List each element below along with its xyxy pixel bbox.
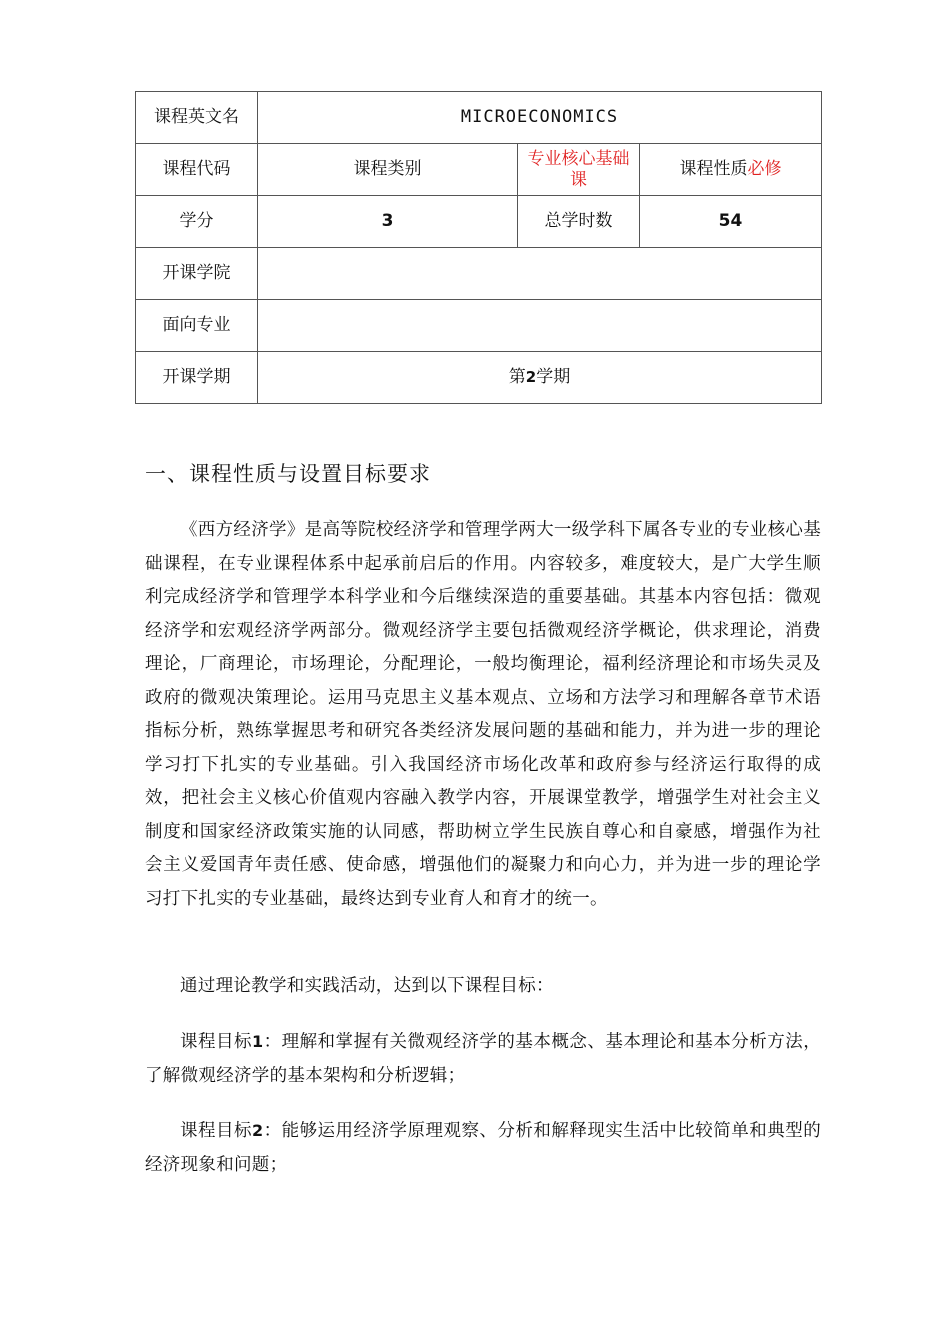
total-hours-value: 54 bbox=[640, 196, 822, 248]
table-row-term bbox=[136, 352, 822, 404]
table-row-credit bbox=[136, 196, 822, 248]
course-info-table bbox=[135, 91, 822, 404]
credit-value: 3 bbox=[258, 196, 518, 248]
english-name-label: 课程英文名 bbox=[136, 92, 258, 144]
goal-label-prefix: 课程目标 bbox=[180, 1032, 252, 1052]
goal-text: 能够运用经济学原理观察、分析和解释现实生活中比较简单和典型的经济现象和问题； bbox=[145, 1121, 822, 1175]
major-label: 面向专业 bbox=[136, 300, 258, 352]
table-row-code bbox=[136, 144, 822, 196]
table-row-major bbox=[136, 300, 822, 352]
course-nature-value: 必修 bbox=[747, 159, 782, 179]
table-row-english-name bbox=[136, 92, 822, 144]
course-category-label: 课程类别 bbox=[353, 159, 422, 179]
course-code-label: 课程代码 bbox=[136, 144, 258, 196]
course-goal-1 bbox=[145, 1025, 821, 1093]
term-prefix: 第 bbox=[508, 367, 526, 387]
college-value bbox=[258, 248, 822, 300]
goal-label-colon: ： bbox=[263, 1032, 282, 1052]
term-label: 开课学期 bbox=[136, 352, 258, 404]
course-goal-2 bbox=[145, 1114, 821, 1182]
section-heading: 一、课程性质与设置目标要求 bbox=[145, 462, 431, 486]
course-category-value: 专业核心基础课 bbox=[518, 144, 640, 196]
english-name-value: MICROECONOMICS bbox=[258, 92, 822, 144]
term-number: 2 bbox=[525, 368, 537, 386]
goal-label-prefix: 课程目标 bbox=[180, 1121, 252, 1141]
term-suffix: 学期 bbox=[536, 367, 571, 387]
table-row-college bbox=[136, 248, 822, 300]
term-value bbox=[258, 352, 822, 404]
course-nature-label: 课程性质 bbox=[679, 159, 748, 179]
goal-text: 理解和掌握有关微观经济学的基本概念、基本理论和基本分析方法，了解微观经济学的基本架构和分析逻辑； bbox=[145, 1032, 822, 1086]
course-category-cell bbox=[258, 144, 518, 196]
goal-label-number: 1 bbox=[251, 1032, 264, 1051]
course-nature-cell bbox=[640, 144, 822, 196]
goals-intro: 通过理论教学和实践活动，达到以下课程目标： bbox=[180, 976, 554, 996]
major-value bbox=[258, 300, 822, 352]
college-label: 开课学院 bbox=[136, 248, 258, 300]
intro-paragraph: 《西方经济学》是高等院校经济学和管理学两大一级学科下属各专业的专业核心基础课程，在专业课程体系中起承前启后的作用。内容较多，难度较大，是广大学生顺利完成经济学和管理学本科学业和今后继续深造的重要基础。其基本内容包括：微观经济学和宏观经济学两部分。微观经济学主要包括微观经济学概论，供求理论，消费理论，厂商理论，市场理论，分配理论，一般均衡理论，福利经济理论和市场失灵及政府的微观决策理论。运用马克思主义基本观点、立场和方法学习和理解各章节术语指标分析，熟练掌握思考和研究各类经济发展问题的基础和能力，并为进一步的理论学习打下扎实的专业基础。引入我国经济市场化改革和政府参与经济运行取得的成效，把社会主义核心价值观内容融入教学内容，开展课堂教学，增强学生对社会主义制度和国家经济政策实施的认同感，帮助树立学生民族自尊心和自豪感，增强作为社会主义爱国青年责任感、使命感，增强他们的凝聚力和向心力，并为进一步的理论学习打下扎实的专业基础，最终达到专业育人和育才的统一。 bbox=[145, 520, 821, 909]
total-hours-label: 总学时数 bbox=[518, 196, 640, 248]
goal-label-number: 2 bbox=[251, 1121, 264, 1140]
credit-label: 学分 bbox=[136, 196, 258, 248]
goal-label-colon: ： bbox=[263, 1121, 282, 1141]
